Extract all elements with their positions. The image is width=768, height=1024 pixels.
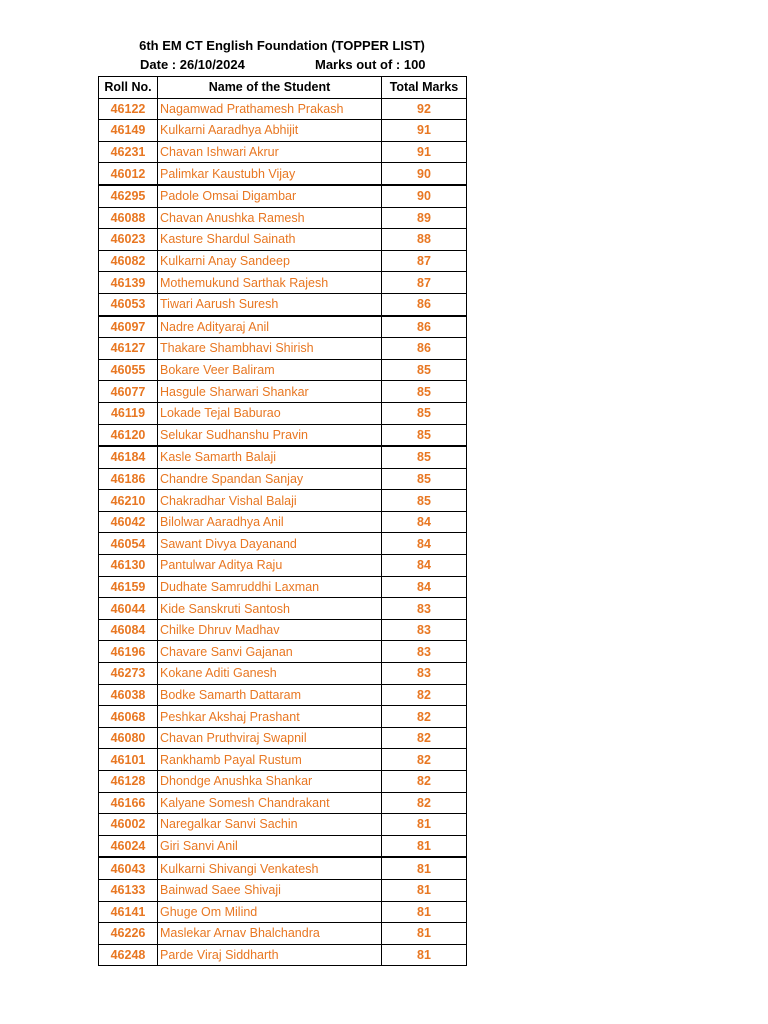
student-name-cell: Chavare Sanvi Gajanan [158,641,382,663]
roll-number-cell: 46042 [99,511,158,533]
table-row [99,120,467,142]
student-name-cell: Chavan Pruthviraj Swapnil [158,727,382,749]
student-name-cell: Palimkar Kaustubh Vijay [158,163,382,185]
student-name-cell: Bodke Samarth Dattaram [158,684,382,706]
student-name-cell: Chakradhar Vishal Balaji [158,490,382,512]
total-marks-cell: 81 [382,857,467,879]
roll-number-cell: 46122 [99,98,158,120]
roll-number-cell: 46043 [99,857,158,879]
student-name-cell: Lokade Tejal Baburao [158,402,382,424]
total-marks-cell: 81 [382,879,467,901]
table-row [99,663,467,685]
roll-number-cell: 46055 [99,359,158,381]
total-marks-cell: 90 [382,163,467,185]
table-row [99,424,467,446]
student-name-cell: Nagamwad Prathamesh Prakash [158,98,382,120]
roll-number-cell: 46024 [99,835,158,857]
table-row [99,533,467,555]
table-row [99,359,467,381]
roll-number-cell: 46054 [99,533,158,555]
student-name-cell: Padole Omsai Digambar [158,185,382,207]
table-row [99,446,467,468]
table-row [99,792,467,814]
student-name-cell: Kulkarni Aaradhya Abhijit [158,120,382,142]
table-row [99,250,467,272]
total-marks-cell: 81 [382,944,467,966]
student-name-cell: Nadre Adityaraj Anil [158,316,382,338]
student-name-cell: Kide Sanskruti Santosh [158,598,382,620]
total-marks-cell: 85 [382,402,467,424]
student-name-cell: Kulkarni Anay Sandeep [158,250,382,272]
student-name-cell: Bilolwar Aaradhya Anil [158,511,382,533]
table-row [99,944,467,966]
topper-list-table [98,76,467,966]
total-marks-cell: 83 [382,641,467,663]
roll-number-cell: 46002 [99,814,158,836]
roll-number-cell: 46210 [99,490,158,512]
roll-number-cell: 46068 [99,706,158,728]
total-marks-cell: 81 [382,835,467,857]
table-row [99,185,467,207]
marks-out-of: Marks out of : 100 [315,57,426,72]
student-name-cell: Dudhate Samruddhi Laxman [158,576,382,598]
student-name-cell: Kokane Aditi Ganesh [158,663,382,685]
roll-number-cell: 46159 [99,576,158,598]
total-marks-cell: 83 [382,598,467,620]
student-name-cell: Maslekar Arnav Bhalchandra [158,923,382,945]
table-row [99,641,467,663]
student-name-cell: Pantulwar Aditya Raju [158,555,382,577]
total-marks-cell: 83 [382,619,467,641]
table-row [99,468,467,490]
total-marks-cell: 91 [382,141,467,163]
total-marks-cell: 81 [382,901,467,923]
roll-number-cell: 46273 [99,663,158,685]
roll-number-cell: 46044 [99,598,158,620]
table-row [99,555,467,577]
student-name-cell: Parde Viraj Siddharth [158,944,382,966]
table-row [99,293,467,315]
table-row [99,923,467,945]
total-marks-cell: 82 [382,706,467,728]
roll-number-cell: 46139 [99,272,158,294]
roll-number-cell: 46097 [99,316,158,338]
total-marks-cell: 82 [382,749,467,771]
total-marks-cell: 85 [382,424,467,446]
table-row [99,381,467,403]
roll-number-cell: 46196 [99,641,158,663]
total-marks-cell: 84 [382,576,467,598]
total-marks-cell: 82 [382,727,467,749]
total-marks-cell: 84 [382,555,467,577]
student-name-cell: Kasle Samarth Balaji [158,446,382,468]
total-marks-cell: 84 [382,533,467,555]
roll-number-cell: 46082 [99,250,158,272]
roll-number-cell: 46127 [99,338,158,360]
roll-number-cell: 46166 [99,792,158,814]
roll-number-cell: 46248 [99,944,158,966]
column-header-student-name: Name of the Student [158,77,382,99]
total-marks-cell: 86 [382,293,467,315]
column-header-total-marks: Total Marks [382,77,467,99]
table-row [99,511,467,533]
student-name-cell: Chavan Ishwari Akrur [158,141,382,163]
roll-number-cell: 46053 [99,293,158,315]
table-row [99,402,467,424]
table-row [99,163,467,185]
total-marks-cell: 81 [382,814,467,836]
roll-number-cell: 46133 [99,879,158,901]
roll-number-cell: 46128 [99,771,158,793]
table-row [99,490,467,512]
roll-number-cell: 46231 [99,141,158,163]
student-name-cell: Kalyane Somesh Chandrakant [158,792,382,814]
total-marks-cell: 92 [382,98,467,120]
student-name-cell: Tiwari Aarush Suresh [158,293,382,315]
roll-number-cell: 46084 [99,619,158,641]
total-marks-cell: 85 [382,446,467,468]
total-marks-cell: 85 [382,381,467,403]
student-name-cell: Sawant Divya Dayanand [158,533,382,555]
column-header-roll-no: Roll No. [99,77,158,99]
roll-number-cell: 46023 [99,229,158,251]
student-name-cell: Dhondge Anushka Shankar [158,771,382,793]
table-row [99,814,467,836]
table-row [99,98,467,120]
total-marks-cell: 89 [382,207,467,229]
total-marks-cell: 85 [382,359,467,381]
roll-number-cell: 46141 [99,901,158,923]
table-row [99,771,467,793]
table-row [99,338,467,360]
student-name-cell: Chandre Spandan Sanjay [158,468,382,490]
total-marks-cell: 82 [382,792,467,814]
total-marks-cell: 81 [382,923,467,945]
total-marks-cell: 86 [382,338,467,360]
roll-number-cell: 46012 [99,163,158,185]
student-name-cell: Hasgule Sharwari Shankar [158,381,382,403]
roll-number-cell: 46077 [99,381,158,403]
total-marks-cell: 85 [382,490,467,512]
roll-number-cell: 46119 [99,402,158,424]
total-marks-cell: 84 [382,511,467,533]
table-row [99,684,467,706]
table-row [99,835,467,857]
table-row [99,141,467,163]
table-row [99,901,467,923]
table-row [99,706,467,728]
total-marks-cell: 85 [382,468,467,490]
table-row [99,272,467,294]
student-name-cell: Mothemukund Sarthak Rajesh [158,272,382,294]
table-row [99,727,467,749]
roll-number-cell: 46295 [99,185,158,207]
roll-number-cell: 46130 [99,555,158,577]
table-row [99,598,467,620]
table-row [99,229,467,251]
roll-number-cell: 46101 [99,749,158,771]
roll-number-cell: 46186 [99,468,158,490]
roll-number-cell: 46038 [99,684,158,706]
table-row [99,576,467,598]
student-name-cell: Thakare Shambhavi Shirish [158,338,382,360]
total-marks-cell: 87 [382,250,467,272]
student-name-cell: Rankhamb Payal Rustum [158,749,382,771]
total-marks-cell: 86 [382,316,467,338]
student-name-cell: Ghuge Om Milind [158,901,382,923]
student-name-cell: Bainwad Saee Shivaji [158,879,382,901]
total-marks-cell: 88 [382,229,467,251]
document-title: 6th EM CT English Foundation (TOPPER LIST) [139,38,425,53]
student-name-cell: Peshkar Akshaj Prashant [158,706,382,728]
roll-number-cell: 46080 [99,727,158,749]
student-name-cell: Naregalkar Sanvi Sachin [158,814,382,836]
roll-number-cell: 46120 [99,424,158,446]
total-marks-cell: 90 [382,185,467,207]
table-row [99,879,467,901]
student-name-cell: Chavan Anushka Ramesh [158,207,382,229]
total-marks-cell: 82 [382,684,467,706]
exam-date: Date : 26/10/2024 [140,57,245,72]
roll-number-cell: 46149 [99,120,158,142]
student-name-cell: Chilke Dhruv Madhav [158,619,382,641]
roll-number-cell: 46088 [99,207,158,229]
table-row [99,619,467,641]
table-row [99,857,467,879]
roll-number-cell: 46184 [99,446,158,468]
student-name-cell: Selukar Sudhanshu Pravin [158,424,382,446]
total-marks-cell: 83 [382,663,467,685]
roll-number-cell: 46226 [99,923,158,945]
total-marks-cell: 91 [382,120,467,142]
table-row [99,316,467,338]
total-marks-cell: 87 [382,272,467,294]
table-row [99,749,467,771]
table-row [99,207,467,229]
total-marks-cell: 82 [382,771,467,793]
student-name-cell: Kasture Shardul Sainath [158,229,382,251]
student-name-cell: Kulkarni Shivangi Venkatesh [158,857,382,879]
table-header-row [99,77,467,99]
student-name-cell: Bokare Veer Baliram [158,359,382,381]
student-name-cell: Giri Sanvi Anil [158,835,382,857]
